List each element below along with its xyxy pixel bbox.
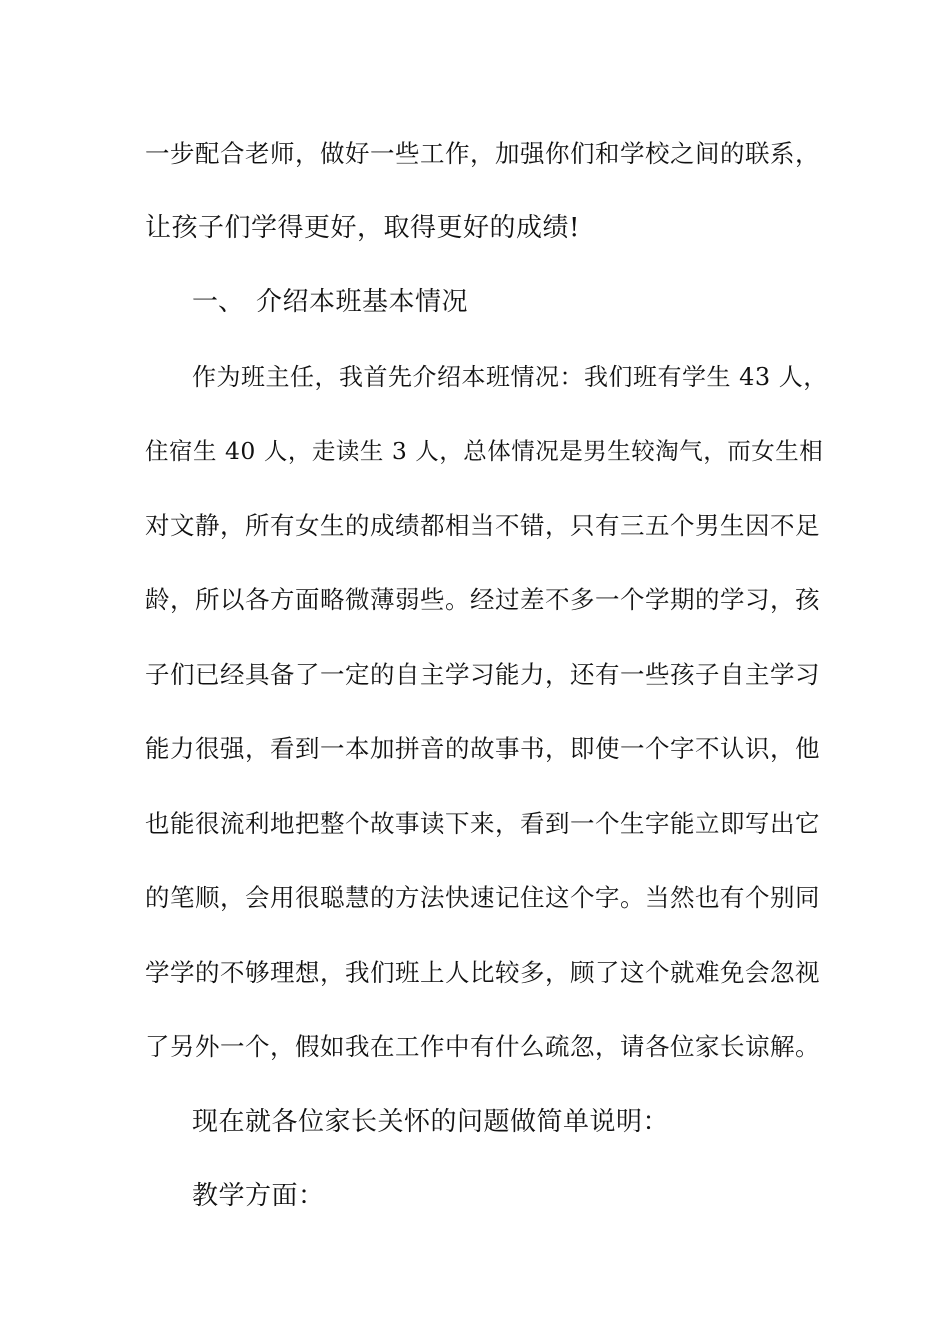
paragraph-line: 住宿生 40 人，走读生 3 人，总体情况是男生较淘气，而女生相 bbox=[145, 437, 824, 465]
paragraph-line: 也能很流利地把整个故事读下来，看到一个生字能立即写出它 bbox=[145, 809, 820, 838]
section-number: 一、 bbox=[192, 287, 245, 317]
paragraph-line: 的笔顺，会用很聪慧的方法快速记住这个字。当然也有个别同 bbox=[145, 883, 820, 912]
paragraph-line: 子们已经具备了一定的自主学习能力，还有一些孩子自主学习 bbox=[145, 660, 820, 689]
paragraph-line: 学学的不够理想，我们班上人比较多，顾了这个就难免会忽视 bbox=[145, 958, 820, 987]
section-heading: 介绍本班基本情况 bbox=[256, 287, 469, 317]
paragraph-line: 教学方面： bbox=[192, 1181, 325, 1211]
paragraph-line: 现在就各位家长关怀的问题做简单说明： bbox=[192, 1107, 670, 1137]
paragraph-line: 能力很强，看到一本加拼音的故事书，即使一个字不认识，他 bbox=[145, 734, 820, 763]
paragraph-line: 龄，所以各方面略微薄弱些。经过差不多一个学期的学习，孩 bbox=[145, 585, 820, 614]
paragraph-line: 作为班主任，我首先介绍本班情况：我们班有学生 43 人， bbox=[192, 363, 828, 391]
paragraph-line: 了另外一个，假如我在工作中有什么疏忽，请各位家长谅解。 bbox=[145, 1032, 820, 1061]
paragraph-line: 让孩子们学得更好，取得更好的成绩! bbox=[145, 213, 580, 243]
paragraph-line: 对文静，所有女生的成绩都相当不错，只有三五个男生因不足 bbox=[145, 511, 820, 540]
paragraph-line: 一步配合老师，做好一些工作，加强你们和学校之间的联系， bbox=[145, 139, 820, 168]
